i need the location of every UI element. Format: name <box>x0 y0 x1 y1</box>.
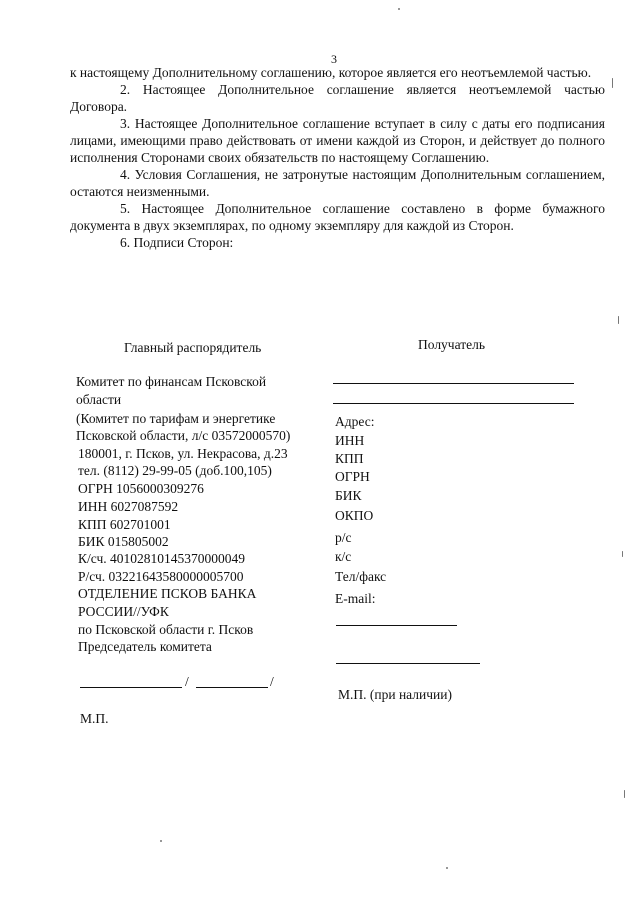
left-line-2: области <box>76 392 122 407</box>
left-line-16: Председатель комитета <box>78 639 212 654</box>
scan-speck <box>160 840 162 842</box>
left-line-11: К/сч. 40102810145370000049 <box>78 551 246 566</box>
left-line-8: ИНН 6027087592 <box>78 499 179 514</box>
right-signature-line-2 <box>336 663 480 664</box>
left-line-6: тел. (8112) 29-99-05 (доб.100,105) <box>78 463 272 478</box>
paragraph-3: 3. Настоящее Дополнительное соглашение вступает в силу с даты его подписания лицами, имеющими право действовать от имени каждой из Сторон, и действует до полного исполнения Сторонами своих обязательств по настоящему Соглашению. <box>70 116 605 165</box>
left-line-1: Комитет по финансам Псковской <box>76 374 267 389</box>
left-name-line <box>196 687 268 688</box>
left-line-15: по Псковской области г. Псков <box>78 622 254 637</box>
right-field-bik: БИК <box>335 488 362 503</box>
right-signature-line-1 <box>336 625 457 626</box>
page-number: 3 <box>331 52 337 66</box>
right-field-inn: ИНН <box>335 433 365 448</box>
scan-speck <box>622 551 623 557</box>
right-field-ks: к/с <box>335 549 352 564</box>
left-signature-line <box>80 687 182 688</box>
paragraph-2: 2. Настоящее Дополнительное соглашение является неотъемлемой частью Договора. <box>70 82 605 114</box>
right-field-phone-fax: Тел/факс <box>335 569 387 584</box>
signature-slash-1: / <box>185 674 189 689</box>
right-name-line-2 <box>333 403 574 404</box>
scan-speck <box>618 316 619 324</box>
right-field-address: Адрес: <box>335 414 375 429</box>
left-line-12: Р/сч. 03221643580000005700 <box>78 569 244 584</box>
left-line-7: ОГРН 1056000309276 <box>78 481 204 496</box>
agreement-body <box>70 64 605 251</box>
paragraph-4: 4. Условия Соглашения, не затронутые настоящим Дополнительным соглашением, остаются неизменными. <box>70 167 605 199</box>
right-party-heading: Получатель <box>418 337 486 352</box>
scan-speck <box>398 8 400 10</box>
paragraph-6: 6. Подписи Сторон: <box>120 235 234 250</box>
left-line-13: ОТДЕЛЕНИЕ ПСКОВ БАНКА <box>78 586 257 601</box>
left-party-heading: Главный распорядитель <box>124 340 262 355</box>
left-line-10: БИК 015805002 <box>78 534 169 549</box>
left-line-3: (Комитет по тарифам и энергетике <box>76 411 276 426</box>
signature-slash-2: / <box>270 674 274 689</box>
scan-speck <box>446 867 448 869</box>
right-field-kpp: КПП <box>335 451 364 466</box>
right-field-email: E-mail: <box>335 591 376 606</box>
right-field-rs: р/с <box>335 530 352 545</box>
right-name-line-1 <box>333 383 574 384</box>
right-field-ogrn: ОГРН <box>335 469 370 484</box>
left-line-14: РОССИИ//УФК <box>78 604 169 619</box>
left-line-9: КПП 602701001 <box>78 517 171 532</box>
left-line-4: Псковской области, л/с 03572000570) <box>76 428 291 443</box>
left-line-5: 180001, г. Псков, ул. Некрасова, д.23 <box>78 446 288 461</box>
right-stamp-label: М.П. (при наличии) <box>338 687 452 702</box>
paragraph-5: 5. Настоящее Дополнительное соглашение составлено в форме бумажного документа в двух экземплярах, по одному экземпляру для каждой из Сторон. <box>70 201 605 233</box>
left-stamp-label: М.П. <box>80 711 109 726</box>
paragraph-1-tail: к настоящему Дополнительному соглашению, которое является его неотъемлемой частью. <box>70 65 592 80</box>
scan-speck <box>624 790 625 798</box>
right-field-okpo: ОКПО <box>335 508 374 523</box>
scan-speck <box>612 78 613 88</box>
